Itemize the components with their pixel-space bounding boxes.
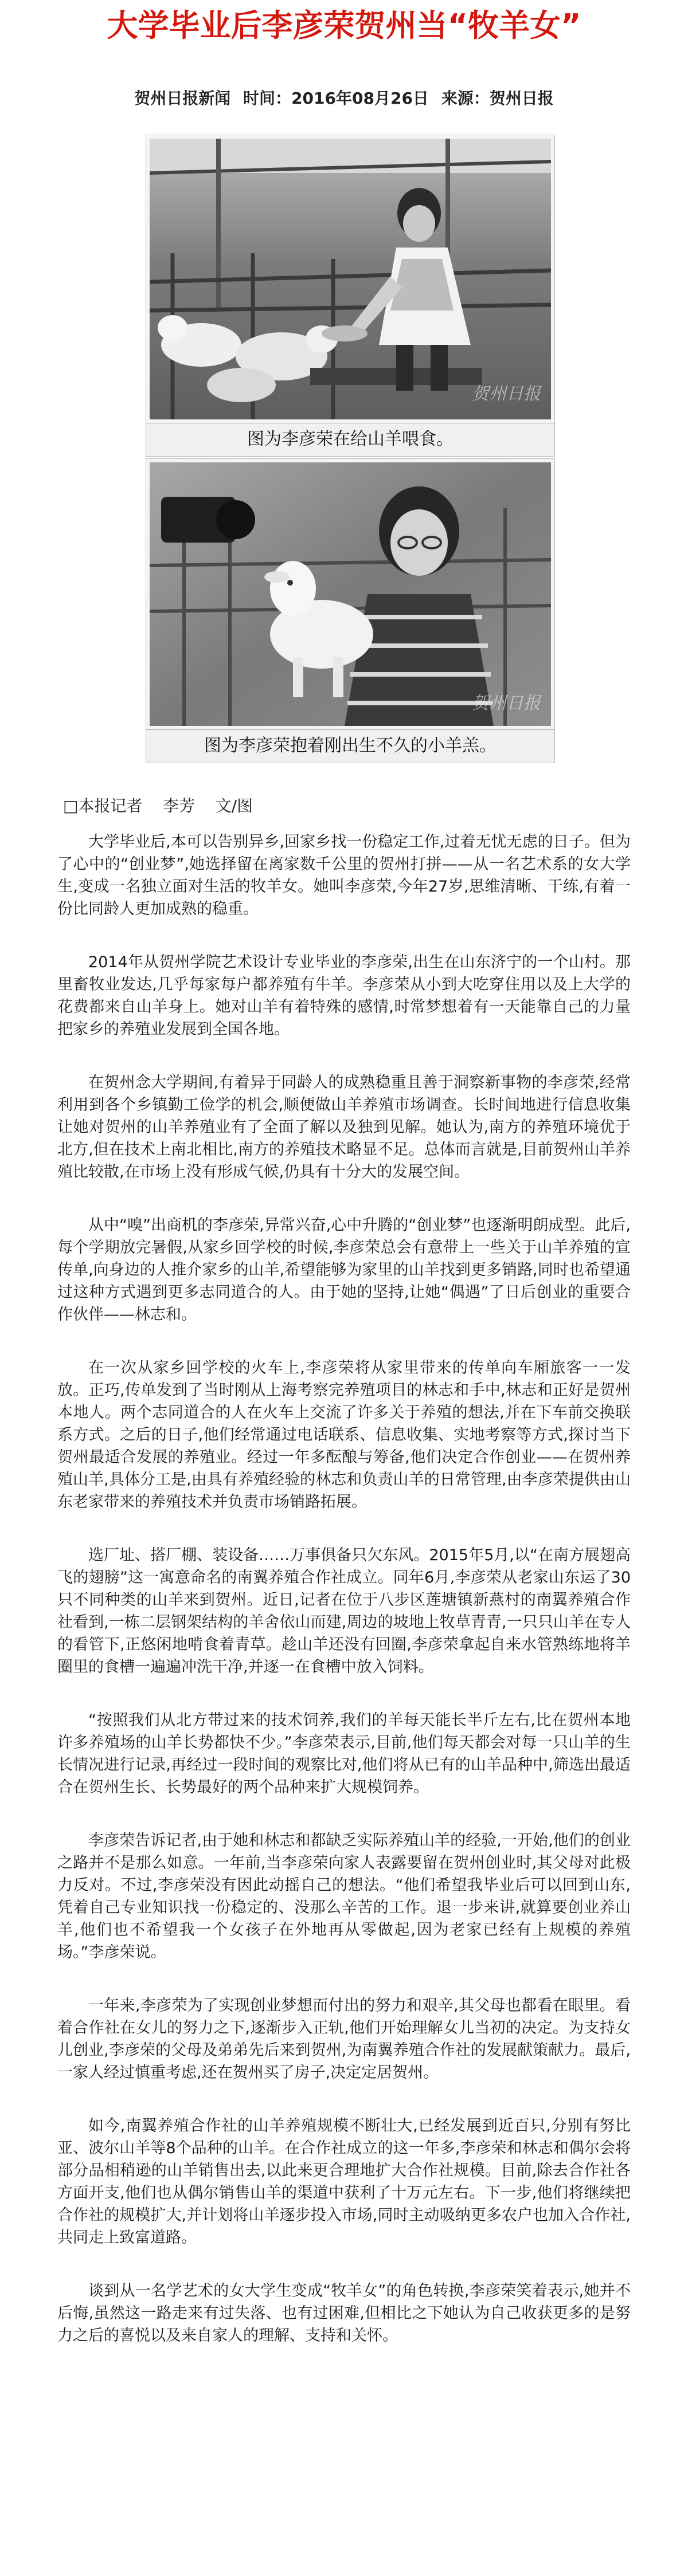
time-info [243,89,429,108]
photo-watermark: 贺州日报 [472,384,541,404]
headline: 大学毕业后李彦荣贺州当“牧羊女” [107,7,581,44]
paragraph: 李彦荣告诉记者,由于她和林志和都缺乏实际养殖山羊的经验,一开始,他们的创业之路并不是那么如意。一年前,当李彦荣向家人表露要留在贺州创业时,其父母对此极力反对。不过,李彦荣没有因此动摇自己的想法。“他们希望我毕业后可以回到山东,凭着自己专业知识找一份稳定的、没那么辛苦的工作。退一步来讲,就算要创业养山羊,他们也不希望我一个女孩子在外地再从零做起,因为老家已经有上规模的养殖场。”李彦荣说。 [57,1832,631,1961]
photo-caption: 图为李彦荣在给山羊喂食。 [146,423,554,455]
photo-figure-2 [146,458,555,763]
paragraph: 大学毕业后,本可以告别异乡,回家乡找一份稳定工作,过着无忧无虑的日子。但为了心中的“创业梦”,她选择留在离家数千公里的贺州打拼——从一名艺术系的女大学生,变成一名独立面对生活的牧羊女。她叫李彦荣,今年27岁,思维清晰、干练,有着一份比同龄人更加成熟的稳重。 [57,833,631,918]
photo-watermark: 贺州日报 [472,693,541,713]
paragraph: 在一次从家乡回学校的火车上,李彦荣将从家里带来的传单向车厢旅客一一发放。正巧,传单发到了当时刚从上海考察完养殖项目的林志和手中,林志和正好是贺州本地人。两个志同道合的人在火车上交流了许多关于养殖的想法,并在下车前交换联系方式。之后的日子,他们经常通过电话联系、信息收集、实地考察等方式,探讨当下贺州最适合发展的养殖业。经过一年多酝酿与筹备,他们决定合作创业——在贺州养殖山羊,具体分工是,由具有养殖经验的林志和负责山羊的日常管理,由李彦荣提供由山东老家带来的养殖技术并负责市场销路拓展。 [57,1359,631,1511]
source-label: 贺州日报新闻 [134,89,231,108]
photo-figure-1 [146,135,555,457]
from-info [441,89,554,108]
byline: □本报记者 李芳 文/图 [63,796,253,815]
article-body [57,831,631,2378]
time-label: 时间： [243,89,292,108]
time-value: 2016年08月26日 [291,89,429,108]
from-label: 来源： [441,89,490,108]
photo-feeding-goats [150,139,551,419]
paragraph: 从中“嗅”出商机的李彦荣,异常兴奋,心中升腾的“创业梦”也逐渐明朗成型。此后,每个学期放完暑假,从家乡回学校的时候,李彦荣总会有意带上一些关于山羊养殖的宣传单,向身边的人推介家乡的山羊,希望能够为家里的山羊找到更多销路,同时也希望通过这种方式遇到更多志同道合的人。由于她的坚持,让她“偶遇”了日后创业的重要合作伙伴——林志和。 [57,1216,631,1324]
paragraph: “按照我们从北方带过来的技术饲养,我们的羊每天能长半斤左右,比在贺州本地许多养殖场的山羊长势都快不少。”李彦荣表示,目前,他们每天都会对每一只山羊的生长情况进行记录,再经过一段时间的观察比对,他们将从已有的山羊品种中,筛选出最适合在贺州生长、长势最好的两个品种来扩大规模饲养。 [57,1711,631,1796]
paragraph: 在贺州念大学期间,有着异于同龄人的成熟稳重且善于洞察新事物的李彦荣,经常利用到各个乡镇勤工俭学的机会,顺便做山羊养殖市场调查。长时间地进行信息收集让她对贺州的山羊养殖业有了全面了解以及独到见解。她认为,南方的养殖环境优于北方,但在技术上南北相比,南方的养殖技术略显不足。总体而言就是,目前贺州山羊养殖比较散,在市场上没有形成气候,仍具有十分大的发展空间。 [57,1074,631,1181]
paragraph: 如今,南翼养殖合作社的山羊养殖规模不断壮大,已经发展到近百只,分别有努比亚、波尔山羊等8个品种的山羊。在合作社成立的这一年多,李彦荣和林志和偶尔会将部分品相稍逊的山羊销售出去,以此来更合理地扩大合作社规模。目前,除去合作社各方面开支,他们也从偶尔销售山羊的渠道中获利了十万元左右。下一步,他们将继续把合作社的规模扩大,并计划将山羊逐步投入市场,同时主动吸纳更多农户也加入合作社,共同走上致富道路。 [57,2117,631,2247]
paragraph: 2014年从贺州学院艺术设计专业毕业的李彦荣,出生在山东济宁的一个山村。那里畜牧业发达,几乎每家每户都养殖有牛羊。李彦荣从小到大吃穿住用以及上大学的花费都来自山羊身上。她对山羊有着特殊的感情,时常梦想着有一天能靠自己的力量把家乡的养殖业发展到全国各地。 [57,953,631,1038]
feeding-goats-illustration [150,139,551,419]
photo-caption: 图为李彦荣抱着刚出生不久的小羊羔。 [146,729,554,762]
from-value: 贺州日报 [489,89,554,108]
paragraph: 选厂址、搭厂棚、装设备……万事俱备只欠东风。2015年5月,以“在南方展翅高飞的翅膀”这一寓意命名的南翼养殖合作社成立。同年6月,李彦荣从老家山东运了30只不同种类的山羊来到贺州。近日,记者在位于八步区莲塘镇新燕村的南翼养殖合作社看到,一栋二层钢架结构的羊舍依山而建,周边的坡地上牧草青青,一只只山羊在专人的看管下,正悠闲地啃食着青草。趁山羊还没有回圈,李彦荣拿起自来水管熟练地将羊圈里的食槽一遍遍冲洗干净,并逐一在食槽中放入饲料。 [57,1546,631,1676]
article-meta [0,86,688,109]
photo-holding-lamb [150,462,551,726]
paragraph: 谈到从一名学艺术的女大学生变成“牧羊女”的角色转换,李彦荣笑着表示,她并不后悔,虽然这一路走来有过失落、也有过困难,但相比之下她认为自己收获更多的是努力之后的喜悦以及来自家人的理解、支持和关怀。 [57,2282,631,2345]
holding-lamb-illustration [150,462,551,726]
paragraph: 一年来,李彦荣为了实现创业梦想而付出的努力和艰辛,其父母也都看在眼里。看着合作社在女儿的努力之下,逐渐步入正轨,他们开始理解女儿当初的决定。为支持女儿创业,李彦荣的父母及弟弟先后来到贺州,为南翼养殖合作社的发展献策献力。最后,一家人经过慎重考虑,还在贺州买了房子,决定定居贺州。 [57,1997,631,2082]
